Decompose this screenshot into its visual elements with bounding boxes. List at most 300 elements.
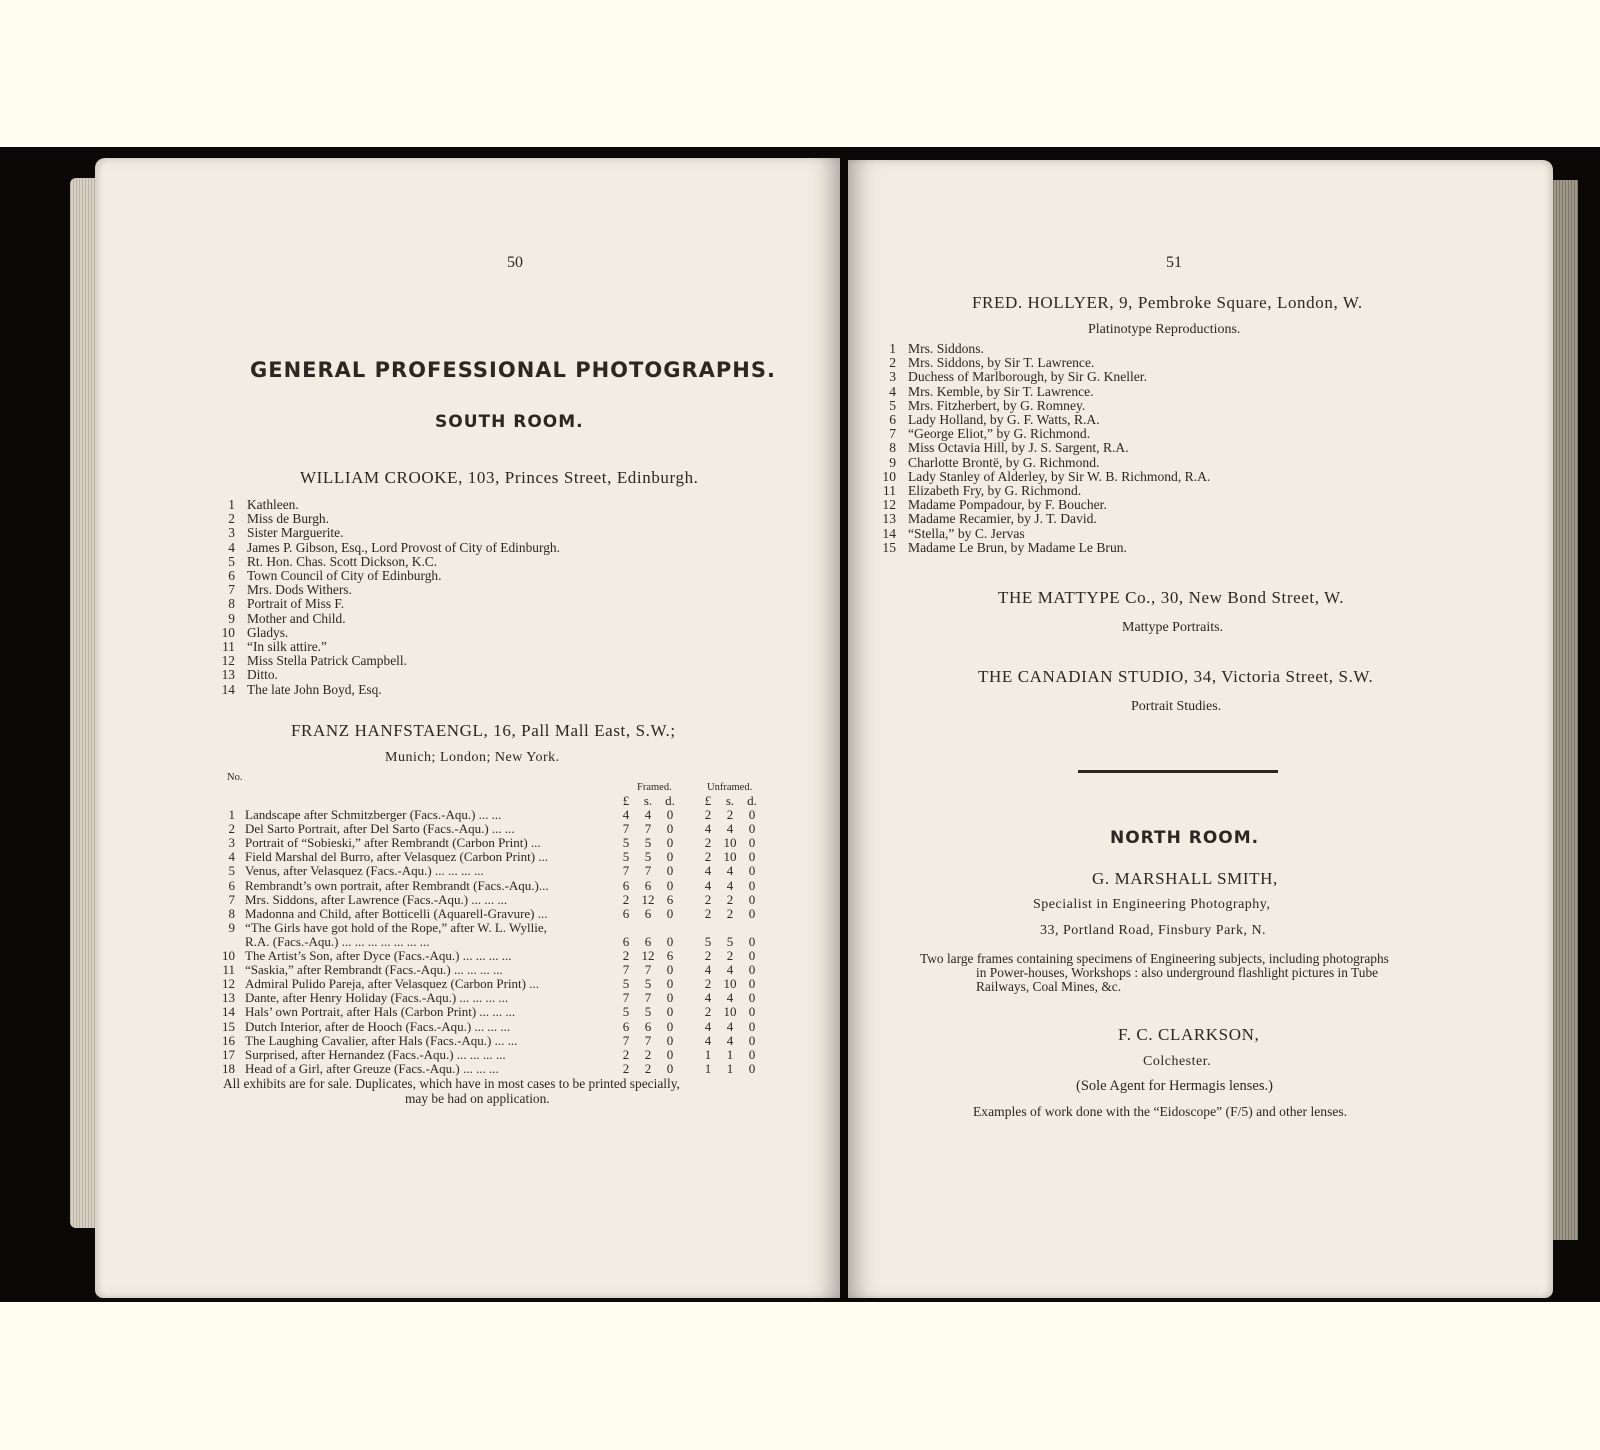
currency-pounds: £	[622, 793, 630, 808]
price-table	[207, 794, 763, 1076]
column-gap	[681, 1020, 697, 1034]
item-number: 6	[889, 412, 896, 428]
column-label-unframed: Unframed.	[707, 782, 753, 793]
footer-note-continued: may be had on application.	[405, 1091, 550, 1106]
framed-pence: 0	[666, 976, 674, 992]
exhibitor-subtitle: Platinotype Reproductions.	[1088, 322, 1241, 337]
framed-pence: 6	[666, 891, 674, 907]
exhibit-description: Railways, Coal Mines, &c.	[976, 979, 1122, 994]
item-title: Town Council of City of Edinburgh.	[247, 568, 442, 584]
list-item	[868, 356, 1210, 370]
item-number: 8	[889, 440, 896, 456]
list-item	[207, 597, 560, 611]
table-row	[207, 879, 763, 893]
exhibitor-specialty: Specialist in Engineering Photography,	[1033, 897, 1271, 912]
framed-pounds: 7	[622, 1032, 630, 1048]
item-title: Mrs. Siddons, after Lawrence (Facs.-Aqu.) ... ... ...	[245, 891, 508, 907]
item-title: Mrs. Fitzherbert, by G. Romney.	[908, 397, 1086, 413]
item-number: 14	[222, 1004, 235, 1020]
unframed-pence: 0	[748, 835, 756, 851]
column-gap	[681, 822, 697, 836]
item-number: 18	[222, 1060, 235, 1076]
item-title: Head of a Girl, after Greuze (Facs.-Aqu.) ... ... ...	[245, 1060, 499, 1076]
unframed-pounds: 4	[704, 1032, 712, 1048]
unframed-shillings: 1	[726, 1060, 734, 1076]
item-number: 11	[882, 483, 896, 499]
unframed-pounds: 5	[704, 933, 712, 949]
item-title: Field Marshal del Burro, after Velasquez (Carbon Print) ...	[245, 849, 549, 865]
item-title: Rembrandt’s own portrait, after Rembrandt (Facs.-Aqu.)...	[245, 877, 549, 893]
item-title: Mrs. Dods Withers.	[247, 582, 352, 598]
unframed-pounds: 2	[704, 905, 712, 921]
unframed-pounds	[697, 921, 719, 935]
table-row	[207, 822, 763, 836]
item-number: 10	[222, 948, 235, 964]
item-title: Surprised, after Hernandez (Facs.-Aqu.) ... ... ... ...	[245, 1046, 506, 1062]
column-gap	[681, 991, 697, 1005]
item-title: Mrs. Siddons, by Sir T. Lawrence.	[908, 355, 1095, 371]
item-number: 3	[228, 525, 235, 541]
currency-pence: d.	[747, 793, 757, 808]
currency-pounds: £	[704, 793, 712, 808]
list-item	[868, 399, 1210, 413]
unframed-pence: 0	[748, 891, 756, 907]
item-number: 7	[889, 426, 896, 442]
list-item	[868, 441, 1210, 455]
unframed-shillings: 10	[723, 1004, 737, 1020]
exhibit-description: Two large frames containing specimens of Engineering subjects, including photographs	[920, 951, 1389, 966]
table-row	[207, 977, 763, 991]
item-number: 3	[889, 369, 896, 385]
exhibitor-name: G. MARSHALL SMITH,	[1092, 869, 1278, 888]
item-title: Ditto.	[247, 667, 278, 683]
column-gap	[681, 864, 697, 878]
unframed-shillings: 10	[723, 835, 737, 851]
framed-pounds: 7	[622, 863, 630, 879]
framed-shillings: 2	[644, 1060, 652, 1076]
unframed-shillings: 2	[726, 891, 734, 907]
list-item	[868, 342, 1210, 356]
framed-shillings: 7	[644, 1032, 652, 1048]
framed-pounds: 7	[622, 990, 630, 1006]
unframed-shillings: 4	[726, 1032, 734, 1048]
item-number: 6	[228, 877, 235, 893]
list-item	[868, 512, 1210, 526]
list-item	[207, 612, 560, 626]
exhibitor-note: (Sole Agent for Hermagis lenses.)	[1076, 1078, 1273, 1094]
table-row	[207, 850, 763, 864]
item-number: 4	[228, 539, 235, 555]
unframed-pounds: 1	[704, 1046, 712, 1062]
framed-shillings: 5	[644, 849, 652, 865]
unframed-shillings: 2	[726, 905, 734, 921]
item-number: 2	[228, 511, 235, 527]
framed-pounds: 6	[622, 877, 630, 893]
framed-shillings: 12	[641, 948, 655, 964]
item-number: 9	[228, 610, 235, 626]
item-number: 12	[882, 497, 896, 513]
unframed-shillings: 4	[726, 962, 734, 978]
item-title: Dante, after Henry Holiday (Facs.-Aqu.) ... ... ... ...	[245, 990, 509, 1006]
unframed-pence: 0	[748, 849, 756, 865]
currency-pence: d.	[665, 793, 675, 808]
list-item	[207, 668, 560, 682]
item-title: R.A. (Facs.-Aqu.) ... ... ... ... ... ... ...	[245, 933, 430, 949]
unframed-pounds: 1	[704, 1060, 712, 1076]
item-number: 9	[889, 454, 896, 470]
item-title: Madame Recamier, by J. T. David.	[908, 511, 1097, 527]
framed-pounds: 2	[622, 948, 630, 964]
framed-pounds: 5	[622, 976, 630, 992]
item-number: 4	[228, 849, 235, 865]
unframed-pounds: 2	[704, 835, 712, 851]
room-title: SOUTH ROOM.	[435, 412, 584, 432]
table-row	[207, 935, 763, 949]
framed-pence: 0	[666, 905, 674, 921]
unframed-pence: 0	[748, 1018, 756, 1034]
framed-pence	[659, 921, 681, 935]
framed-pounds: 2	[622, 891, 630, 907]
item-title: The Laughing Cavalier, after Hals (Facs.-Aqu.) ... ...	[245, 1032, 518, 1048]
unframed-pence: 0	[748, 976, 756, 992]
framed-pence: 0	[666, 1060, 674, 1076]
column-gap	[681, 949, 697, 963]
unframed-pounds: 2	[704, 948, 712, 964]
item-title: Madonna and Child, after Botticelli (Aquarell-Gravure) ...	[245, 905, 548, 921]
table-row	[207, 893, 763, 907]
unframed-pence: 0	[748, 990, 756, 1006]
exhibitor-locations: Munich; London; New York.	[385, 750, 560, 765]
item-title: “The Girls have got hold of the Rope,” after W. L. Wyllie,	[245, 919, 547, 935]
framed-pounds: 5	[622, 835, 630, 851]
column-gap	[681, 1062, 697, 1076]
unframed-pence: 0	[748, 1060, 756, 1076]
item-number: 10	[882, 468, 896, 484]
item-title: The late John Boyd, Esq.	[247, 681, 382, 697]
table-row	[207, 836, 763, 850]
exhibit-list	[868, 342, 1210, 555]
page-heading: GENERAL PROFESSIONAL PHOTOGRAPHS.	[250, 358, 776, 382]
item-number: 15	[222, 1018, 235, 1034]
framed-pounds: 2	[622, 1046, 630, 1062]
table-row	[207, 1020, 763, 1034]
list-item	[207, 555, 560, 569]
unframed-shillings: 5	[726, 933, 734, 949]
column-gap	[681, 836, 697, 850]
list-item	[868, 541, 1210, 555]
table-row	[207, 1048, 763, 1062]
table-row	[207, 1062, 763, 1076]
unframed-pence: 0	[748, 933, 756, 949]
unframed-pence: 0	[748, 863, 756, 879]
list-item	[207, 583, 560, 597]
table-row	[207, 864, 763, 878]
table-row	[207, 1005, 763, 1019]
framed-pence: 0	[666, 990, 674, 1006]
unframed-shillings: 10	[723, 976, 737, 992]
item-title: Charlotte Brontë, by G. Richmond.	[908, 454, 1100, 470]
column-label-framed: Framed.	[637, 782, 672, 793]
unframed-shillings: 4	[726, 990, 734, 1006]
unframed-shillings: 1	[726, 1046, 734, 1062]
exhibitor-name: WILLIAM CROOKE, 103, Princes Street, Edinburgh.	[300, 468, 699, 487]
unframed-shillings: 4	[726, 821, 734, 837]
framed-shillings: 6	[644, 905, 652, 921]
unframed-pounds: 2	[704, 807, 712, 823]
unframed-pence: 0	[748, 962, 756, 978]
item-number: 10	[221, 624, 235, 640]
item-number: 11	[222, 639, 235, 655]
item-title: “In silk attire.”	[247, 639, 327, 655]
item-number	[207, 935, 245, 949]
item-number: 14	[221, 681, 235, 697]
list-item	[868, 427, 1210, 441]
unframed-pounds: 2	[704, 891, 712, 907]
column-gap	[681, 893, 697, 907]
table-row	[207, 907, 763, 921]
exhibitor-subtitle: Mattype Portraits.	[1122, 620, 1224, 635]
unframed-pence: 0	[748, 1046, 756, 1062]
framed-shillings: 6	[644, 1018, 652, 1034]
exhibit-description: in Power-houses, Workshops : also underground flashlight pictures in Tube	[976, 965, 1379, 980]
framed-shillings: 7	[644, 863, 652, 879]
unframed-pence: 0	[748, 1032, 756, 1048]
item-title: Lady Holland, by G. F. Watts, R.A.	[908, 412, 1100, 428]
column-gap	[681, 963, 697, 977]
exhibitor-address: 33, Portland Road, Finsbury Park, N.	[1040, 923, 1267, 938]
framed-pence: 0	[666, 1004, 674, 1020]
item-number: 12	[222, 976, 235, 992]
framed-pence: 0	[666, 1018, 674, 1034]
list-item	[207, 569, 560, 583]
table-row	[207, 921, 763, 935]
page-number: 50	[507, 254, 523, 271]
currency-header-row	[207, 794, 763, 808]
table-row	[207, 963, 763, 977]
framed-shillings: 6	[644, 933, 652, 949]
item-title: Miss Stella Patrick Campbell.	[247, 653, 407, 669]
item-number: 5	[228, 863, 235, 879]
framed-shillings: 7	[644, 990, 652, 1006]
column-gap	[681, 935, 697, 949]
item-title: Mrs. Kemble, by Sir T. Lawrence.	[908, 383, 1094, 399]
item-title: Elizabeth Fry, by G. Richmond.	[908, 483, 1082, 499]
item-title: Dutch Interior, after de Hooch (Facs.-Aqu.) ... ... ...	[245, 1018, 511, 1034]
table-row	[207, 991, 763, 1005]
item-number: 11	[222, 962, 235, 978]
framed-pounds	[615, 921, 637, 935]
table-row	[207, 1034, 763, 1048]
unframed-pounds: 4	[704, 863, 712, 879]
unframed-pence: 0	[748, 1004, 756, 1020]
exhibitor-location: Colchester.	[1143, 1054, 1212, 1069]
section-divider-rule	[1078, 770, 1278, 773]
table-row	[207, 949, 763, 963]
list-item	[207, 654, 560, 668]
item-number: 5	[889, 397, 896, 413]
item-number: 3	[228, 835, 235, 851]
framed-pounds: 6	[622, 933, 630, 949]
item-title: Kathleen.	[247, 497, 299, 512]
column-label-no: No.	[227, 772, 243, 783]
exhibitor-name: FRANZ HANFSTAENGL, 16, Pall Mall East, S.W.;	[291, 721, 676, 740]
item-number: 2	[228, 821, 235, 837]
item-number: 13	[882, 511, 896, 527]
framed-pence: 0	[666, 933, 674, 949]
framed-shillings: 5	[644, 1004, 652, 1020]
framed-pounds: 5	[622, 849, 630, 865]
room-title: NORTH ROOM.	[1110, 828, 1260, 848]
item-title: “Stella,” by C. Jervas	[908, 525, 1025, 541]
item-title: Admiral Pulido Pareja, after Velasquez (Carbon Print) ...	[245, 976, 539, 992]
framed-pounds: 6	[622, 905, 630, 921]
unframed-shillings	[719, 921, 741, 935]
item-number: 7	[228, 582, 235, 598]
framed-pounds: 5	[622, 1004, 630, 1020]
exhibitor-name: THE CANADIAN STUDIO, 34, Victoria Street, S.W.	[978, 667, 1374, 686]
list-item	[207, 640, 560, 654]
exhibitor-name: F. C. CLARKSON,	[1118, 1025, 1260, 1044]
item-number: 17	[222, 1046, 235, 1062]
unframed-shillings: 2	[726, 948, 734, 964]
unframed-pounds: 4	[704, 962, 712, 978]
unframed-shillings: 4	[726, 863, 734, 879]
item-title: Madame Pompadour, by F. Boucher.	[908, 497, 1107, 513]
unframed-shillings: 2	[726, 807, 734, 823]
list-item	[868, 484, 1210, 498]
item-number: 16	[222, 1032, 235, 1048]
column-gap	[681, 1034, 697, 1048]
item-title: Miss de Burgh.	[247, 511, 329, 527]
right-page	[848, 160, 1553, 1298]
exhibit-list	[207, 498, 560, 697]
unframed-pounds: 4	[704, 821, 712, 837]
framed-shillings: 7	[644, 821, 652, 837]
unframed-shillings: 4	[726, 877, 734, 893]
unframed-pounds: 4	[704, 877, 712, 893]
column-gap	[681, 977, 697, 991]
item-number: 13	[222, 990, 235, 1006]
column-gap	[681, 1048, 697, 1062]
list-item	[207, 541, 560, 555]
framed-pounds: 7	[622, 821, 630, 837]
list-item	[868, 370, 1210, 384]
item-number: 1	[228, 497, 235, 512]
item-number: 8	[228, 905, 235, 921]
item-number: 13	[221, 667, 235, 683]
item-number: 8	[228, 596, 235, 612]
page-number: 51	[1166, 254, 1182, 271]
list-item	[868, 498, 1210, 512]
item-title: Gladys.	[247, 624, 289, 640]
table-row	[207, 808, 763, 822]
item-number: 6	[228, 568, 235, 584]
item-number: 12	[221, 653, 235, 669]
item-title: Sister Marguerite.	[247, 525, 344, 541]
item-title: James P. Gibson, Esq., Lord Provost of City of Edinburgh.	[247, 539, 560, 555]
unframed-pence	[741, 921, 763, 935]
list-item	[207, 626, 560, 640]
framed-shillings: 5	[644, 835, 652, 851]
item-number: 1	[889, 341, 896, 356]
framed-shillings	[637, 921, 659, 935]
item-number: 5	[228, 553, 235, 569]
currency-shillings: s.	[725, 793, 735, 808]
item-title: “Saskia,” after Rembrandt (Facs.-Aqu.) ... ... ... ...	[245, 962, 503, 978]
item-title: Portrait of “Sobieski,” after Rembrandt (Carbon Print) ...	[245, 835, 541, 851]
item-title: Madame Le Brun, by Madame Le Brun.	[908, 539, 1127, 555]
framed-pence: 0	[666, 1032, 674, 1048]
unframed-pence: 0	[748, 905, 756, 921]
framed-pence: 6	[666, 948, 674, 964]
left-page	[95, 158, 840, 1298]
column-gap	[681, 879, 697, 893]
item-title: Mrs. Siddons.	[908, 341, 984, 356]
item-title: The Artist’s Son, after Dyce (Facs.-Aqu.) ... ... ... ...	[245, 948, 512, 964]
list-item	[868, 385, 1210, 399]
list-item	[207, 683, 560, 697]
exhibitor-subtitle: Portrait Studies.	[1131, 699, 1222, 714]
list-item	[868, 456, 1210, 470]
framed-pence: 0	[666, 877, 674, 893]
framed-pence: 0	[666, 962, 674, 978]
item-title: Landscape after Schmitzberger (Facs.-Aqu.) ... ...	[245, 807, 502, 823]
framed-pounds: 4	[622, 807, 630, 823]
framed-pence: 0	[666, 849, 674, 865]
item-number: 15	[882, 539, 896, 555]
column-gap	[681, 921, 697, 935]
item-title: Lady Stanley of Alderley, by Sir W. B. Richmond, R.A.	[908, 468, 1211, 484]
framed-pence: 0	[666, 1046, 674, 1062]
unframed-pounds: 2	[704, 976, 712, 992]
framed-pence: 0	[666, 835, 674, 851]
framed-pounds: 6	[622, 1018, 630, 1034]
framed-pounds: 7	[622, 962, 630, 978]
exhibitor-name: THE MATTYPE Co., 30, New Bond Street, W.	[998, 588, 1345, 607]
framed-pence: 0	[666, 821, 674, 837]
unframed-pence: 0	[748, 877, 756, 893]
unframed-pounds: 4	[704, 1018, 712, 1034]
item-title: Rt. Hon. Chas. Scott Dickson, K.C.	[247, 553, 438, 569]
framed-shillings: 12	[641, 891, 655, 907]
list-item	[868, 413, 1210, 427]
framed-shillings: 5	[644, 976, 652, 992]
item-number: 9	[228, 919, 235, 935]
unframed-pence: 0	[748, 807, 756, 823]
item-title: Venus, after Velasquez (Facs.-Aqu.) ... ... ... ...	[245, 863, 484, 879]
unframed-pounds: 2	[704, 849, 712, 865]
framed-shillings: 7	[644, 962, 652, 978]
framed-pence: 0	[666, 807, 674, 823]
framed-shillings: 2	[644, 1046, 652, 1062]
unframed-shillings: 10	[723, 849, 737, 865]
unframed-pence: 0	[748, 948, 756, 964]
framed-shillings: 4	[644, 807, 652, 823]
column-gap	[681, 1005, 697, 1019]
item-number: 7	[228, 891, 235, 907]
item-title: Mother and Child.	[247, 610, 346, 626]
framed-shillings: 6	[644, 877, 652, 893]
item-number: 1	[228, 807, 235, 823]
item-number: 4	[889, 383, 896, 399]
list-item	[207, 526, 560, 540]
footer-note: All exhibits are for sale. Duplicates, which have in most cases to be printed specially,	[223, 1076, 680, 1091]
currency-shillings: s.	[643, 793, 653, 808]
item-title: Duchess of Marlborough, by Sir G. Kneller.	[908, 369, 1147, 385]
list-item	[207, 512, 560, 526]
column-gap	[681, 808, 697, 822]
list-item	[868, 470, 1210, 484]
